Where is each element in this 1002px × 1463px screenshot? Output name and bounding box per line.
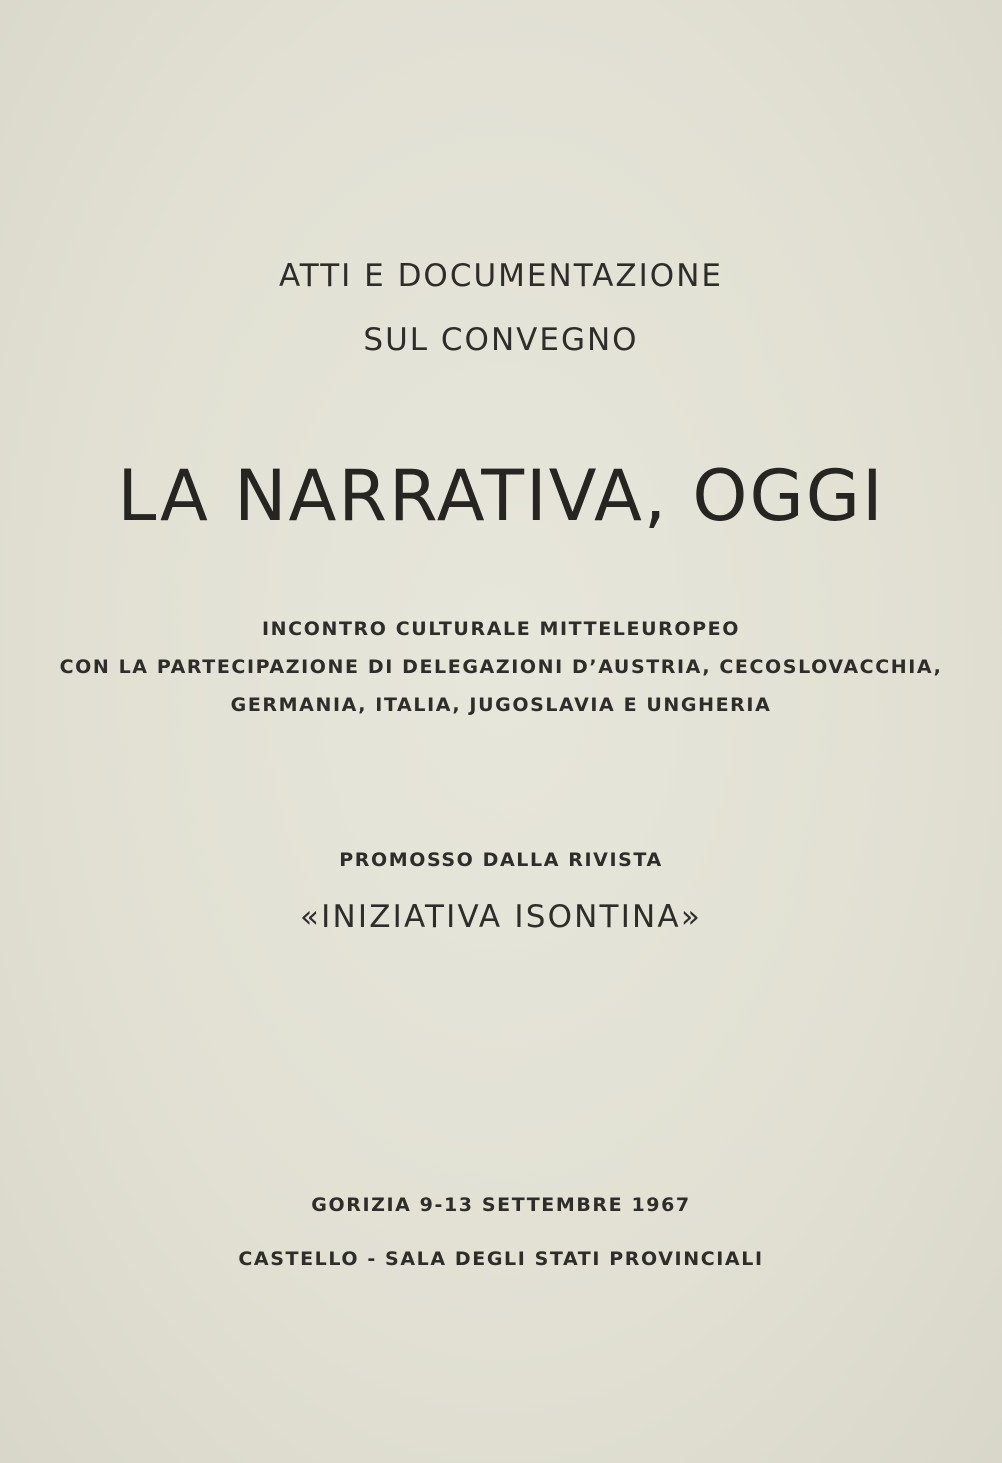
event-venue: CASTELLO - SALA DEGLI STATI PROVINCIALI bbox=[238, 1248, 764, 1270]
subtitle-line-2: CON LA PARTECIPAZIONE DI DELEGAZIONI D’AUSTRIA, CECOSLOVACCHIA, bbox=[59, 656, 943, 678]
header-line-1: ATTI E DOCUMENTAZIONE bbox=[279, 258, 723, 294]
promotion-label: PROMOSSO DALLA RIVISTA bbox=[339, 849, 663, 871]
header-line-2: SUL CONVEGNO bbox=[363, 322, 639, 358]
subtitle-line-3: GERMANIA, ITALIA, JUGOSLAVIA E UNGHERIA bbox=[230, 694, 772, 716]
subtitle-line-1: INCONTRO CULTURALE MITTELEUROPEO bbox=[262, 618, 740, 640]
main-title: LA NARRATIVA, OGGI bbox=[117, 455, 885, 537]
event-place-date: GORIZIA 9-13 SETTEMBRE 1967 bbox=[311, 1194, 691, 1216]
magazine-name: «INIZIATIVA ISONTINA» bbox=[299, 899, 703, 935]
